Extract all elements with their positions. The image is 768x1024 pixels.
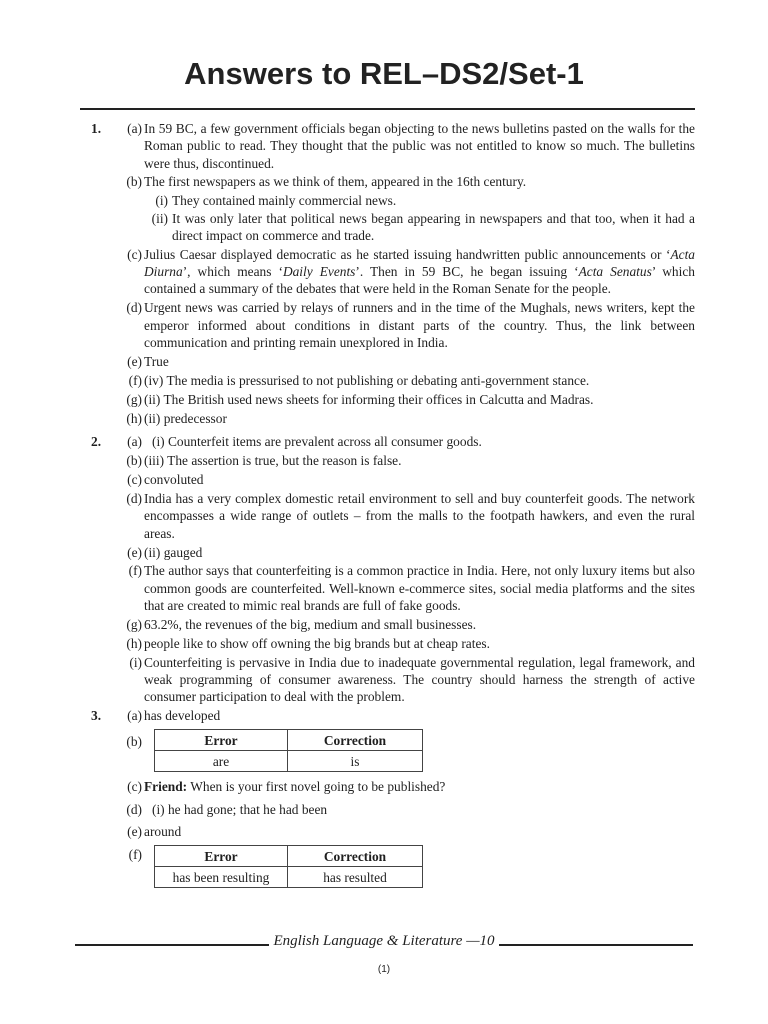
answer-label: (a) xyxy=(127,121,142,136)
answer-text: True xyxy=(144,353,169,369)
answer-label: (c) xyxy=(127,246,142,262)
answer-1b-ii xyxy=(88,210,695,245)
answer-3f xyxy=(88,845,695,888)
answer-label: (c) xyxy=(127,779,142,795)
answer-2d xyxy=(88,490,695,542)
answer-text: (ii) predecessor xyxy=(144,410,227,426)
answer-label: (f) xyxy=(128,372,142,388)
answer-text: (iii) The assertion is true, but the reason is false. xyxy=(144,453,402,469)
table-cell-error: are xyxy=(155,751,288,772)
answer-label: (b) xyxy=(126,734,142,750)
answer-1a xyxy=(88,120,695,172)
answer-text: In 59 BC, a few government officials began objecting to the news bulletins pasted on the walls for the Roman public to read. They thought that the public was not entitled to know so much. The bulletins were thus, discontinued. xyxy=(144,121,695,171)
answer-text: (ii) The British used news sheets for informing their offices in Calcutta and Madras. xyxy=(144,391,594,407)
answer-label: (d) xyxy=(126,300,142,316)
error-correction-table-b xyxy=(154,729,423,772)
question-2 xyxy=(88,433,695,705)
answer-label: (b) xyxy=(126,174,142,190)
answer-text: ’ which contained a summary of the debates that were held in the Roman Senate for the people. xyxy=(144,264,695,297)
sub-text: They contained mainly commercial news. xyxy=(172,193,397,209)
answer-text: The author says that counterfeiting is a common practice in India. Here, not only luxury items but also common goods are counterfeited. Well-known e-commerce sites, social media platforms and the sites that are created to mimic real brands are full of fake goods. xyxy=(144,563,695,614)
error-correction-table-f xyxy=(154,845,423,888)
footer-text-wrap xyxy=(0,933,768,950)
table-header-correction: Correction xyxy=(288,846,423,867)
answer-text: Julius Caesar displayed democratic as he started issuing handwritten public announcements or ‘ xyxy=(144,246,671,262)
answer-2g xyxy=(88,616,695,633)
sub-text: It was only later that political news began appearing in newspapers and that too, when it had a direct impact on commerce and trade. xyxy=(172,210,695,243)
answer-label: (d) xyxy=(126,801,142,817)
answer-2e xyxy=(88,544,695,561)
page-number: (1) xyxy=(377,964,391,975)
speaker-label: Friend: xyxy=(144,779,188,795)
answer-text: India has a very complex domestic retail environment to sell and buy counterfeit goods. The network encompasses a wide range of outlets – from the malls to the footpath hawkers, and even the rural areas. xyxy=(144,491,695,541)
answer-text: Urgent news was carried by relays of runners and in the time of the Mughals, news writers, kept the emperor informed about conditions in distant parts of the country. Thus, the link between communication and printing remain unexplored in India. xyxy=(144,300,695,350)
answer-3a xyxy=(88,707,695,724)
answer-label: (c) xyxy=(127,472,142,488)
answer-2c xyxy=(88,471,695,488)
answer-1b xyxy=(88,173,695,190)
answer-2a xyxy=(88,433,695,450)
italic-term: Daily Events xyxy=(282,264,356,280)
answer-label: (h) xyxy=(126,410,142,426)
answer-text: (ii) gauged xyxy=(144,544,203,560)
answer-text: Counterfeiting is pervasive in India due to inadequate governmental regulation, legal framework, and weak programming of consumer awareness. The country should harness the strength of active consumer participation to deal with the problem. xyxy=(144,654,695,705)
answers-content xyxy=(88,120,695,894)
table-header-correction: Correction xyxy=(288,730,423,751)
answer-text: (i) he had gone; that he had been xyxy=(152,801,328,817)
answer-label: (h) xyxy=(126,635,142,651)
sub-label: (ii) xyxy=(151,210,168,226)
italic-term: Acta Diurna xyxy=(144,246,695,280)
title-rule xyxy=(80,108,695,110)
answer-label: (f) xyxy=(128,847,142,863)
footer-title: English Language & Literature —10 xyxy=(269,933,498,949)
answer-label: (a) xyxy=(127,708,142,724)
question-number: 2. xyxy=(91,434,102,450)
answer-label: (f) xyxy=(128,563,142,579)
table-header-error: Error xyxy=(155,846,288,867)
page-title: Answers to REL–DS2/Set-1 xyxy=(184,56,584,91)
answer-label: (d) xyxy=(126,491,142,507)
answer-2b xyxy=(88,452,695,469)
answer-text: When is your first novel going to be published? xyxy=(187,779,446,795)
answer-text: (iv) The media is pressurised to not publishing or debating anti-government stance. xyxy=(144,372,590,388)
table-cell-correction: is xyxy=(288,751,423,772)
answer-1e xyxy=(88,353,695,370)
answer-3c xyxy=(88,778,695,795)
answer-text: The first newspapers as we think of them, appeared in the 16th century. xyxy=(144,174,527,190)
answer-label: (e) xyxy=(127,544,142,560)
answer-text: ’, which means ‘ xyxy=(182,264,283,280)
answer-3e xyxy=(88,823,695,840)
table-header-error: Error xyxy=(155,730,288,751)
answer-text: (i) Counterfeit items are prevalent across all consumer goods. xyxy=(152,434,482,450)
answer-text: people like to show off owning the big brands but at cheap rates. xyxy=(144,635,490,651)
answer-1c xyxy=(88,246,695,298)
question-3 xyxy=(88,707,695,888)
answer-1g xyxy=(88,391,695,408)
question-number: 3. xyxy=(91,708,102,724)
answer-label: (e) xyxy=(127,353,142,369)
answer-text: around xyxy=(144,824,182,840)
answer-3d xyxy=(88,801,695,818)
table-cell-error: has been resulting xyxy=(155,867,288,888)
question-1 xyxy=(88,120,695,427)
answer-label: (e) xyxy=(127,824,142,840)
question-number: 1. xyxy=(91,121,102,136)
answer-3b xyxy=(88,729,695,772)
answer-label: (b) xyxy=(126,453,142,469)
answer-label: (i) xyxy=(129,654,142,670)
italic-term: Acta Senatus xyxy=(578,264,652,280)
answer-2i xyxy=(88,654,695,706)
answer-text: ’. Then in 59 BC, he began issuing ‘ xyxy=(355,264,579,280)
answer-text: convoluted xyxy=(144,472,204,488)
answer-text: 63.2%, the revenues of the big, medium and small businesses. xyxy=(144,616,477,632)
answer-text: has developed xyxy=(144,708,221,724)
answer-1b-i xyxy=(88,192,695,209)
answer-label: (g) xyxy=(126,616,142,632)
answer-1d xyxy=(88,299,695,351)
table-cell-correction: has resulted xyxy=(288,867,423,888)
answer-1f xyxy=(88,372,695,389)
answer-2h xyxy=(88,635,695,652)
answer-1h xyxy=(88,410,695,427)
sub-label: (i) xyxy=(155,193,168,209)
answer-label: (g) xyxy=(126,391,142,407)
answer-label: (a) xyxy=(127,434,142,450)
answer-2f xyxy=(88,562,695,614)
